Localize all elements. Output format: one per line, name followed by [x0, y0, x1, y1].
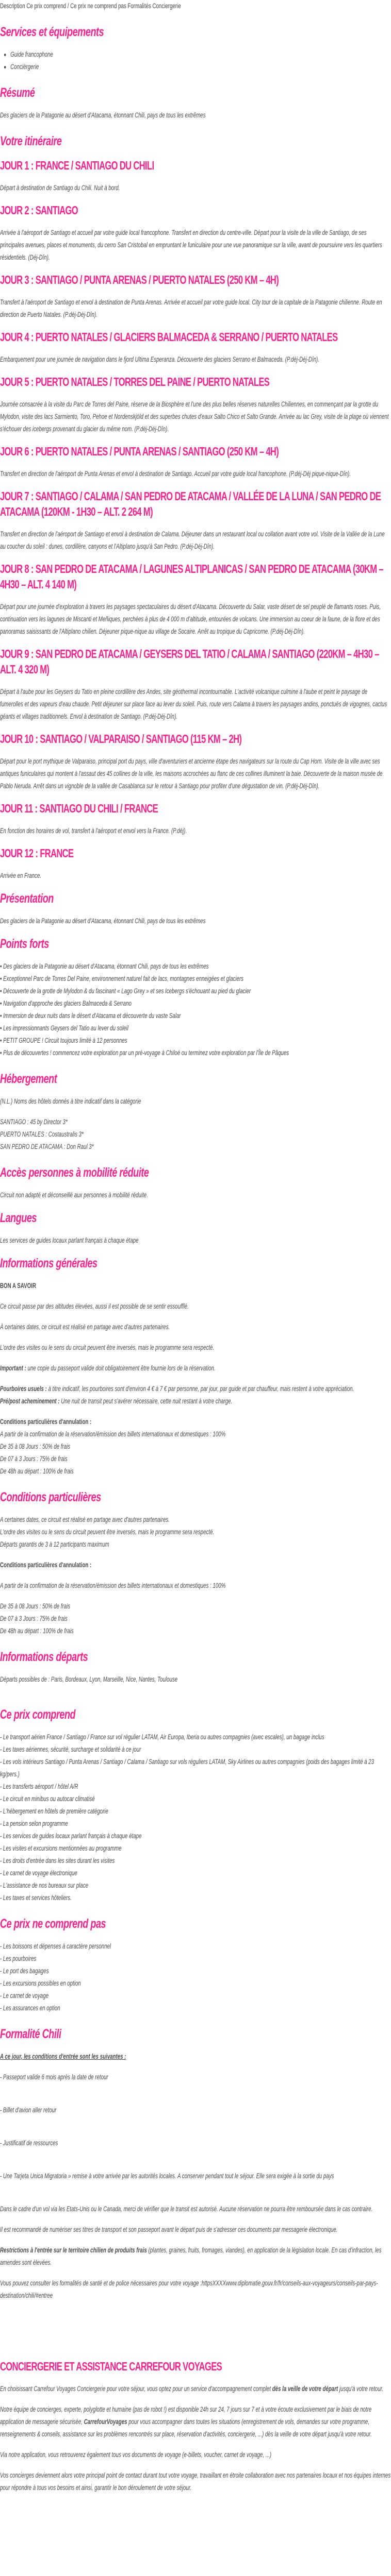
text-line: De 35 à 08 Jours : 50% de frais	[0, 1602, 71, 1610]
text-line: - La pension selon programme	[0, 1820, 68, 1827]
section-heading: Informations générales	[0, 1256, 97, 1270]
text-line: - Le carnet de voyage	[0, 1992, 49, 1999]
paragraph: Il est recommandé de numériser ses titres de transport et son passeport avant le départ puis de s'adresser ces documents par messagerie électronique.	[0, 2226, 338, 2233]
text-line: • Immersion de deux nuits dans le désert d'Atacama et découverte du vaste Salar	[0, 1012, 181, 1020]
day-heading: JOUR 7 : SANTIAGO / CALAMA / SAN PEDRO DE ATACAMA / VALLÉE DE LA LUNA / SAN PEDRO DE ATACAMA (120KM - 1H30 – ALT. 2 264 M)	[0, 489, 381, 518]
text-line: A partir de la confirmation de la réservation/émission des billets internationaux et domestiques : 100%	[0, 1430, 226, 1438]
bold-label: Conditions particulières d'annulation :	[0, 1561, 92, 1569]
paragraph: - Passeport valide 6 mois après la date de retour	[0, 2073, 108, 2081]
text-line: - Les pourboires	[0, 1955, 37, 1962]
section-heading: Langues	[0, 1211, 37, 1225]
paragraph: A partir de la confirmation de la réservation/émission des billets internationaux et domestiques : 100%	[0, 1582, 226, 1589]
text-line: • PETIT GROUPE ! Circuit toujours limité à 12 personnes	[0, 1037, 127, 1044]
text-span: à titre indicatif, les pourboires sont d'environ 4 € à 7 € par personne, par jour, par guide et par chauffeur, mais restent à votre appréciation.	[48, 1385, 354, 1393]
text-line: - Les vols intérieurs Santiago / Punta Arenas / Santiago / Calama / Santiago sur vols réguliers LATAM, Sky Airlines ou autres compagnies (poids des bagages limité à 23 kg/pers.)	[0, 1758, 374, 1778]
paragraph	[0, 2244, 391, 2269]
text-line: PUERTO NATALES : Costaustralis 3*	[0, 1130, 84, 1138]
text-line	[0, 1383, 391, 1395]
text-line: De 48h au départ : 100% de frais	[0, 1627, 74, 1635]
paragraph: Circuit non adapté et déconseillé aux personnes à mobilité réduite.	[0, 1191, 148, 1199]
section-heading: Présentation	[0, 891, 54, 906]
paragraph	[0, 1362, 391, 1375]
text-span: Notre équipe de concierges, experte, polyglotte et humaine (pas de robot !) est disponible 24h sur 24, 7 jours sur 7 et à votre écoute exclusivement par le biais de notre application de messagerie sécurisée,	[0, 2405, 372, 2426]
text-line: - L'hébergement en hôtels de première catégorie	[0, 1807, 108, 1815]
day-heading: JOUR 5 : PUERTO NATALES / TORRES DEL PAINE / PUERTO NATALES	[0, 375, 270, 388]
day-heading: JOUR 10 : SANTIAGO / VALPARAISO / SANTIAGO (115 KM – 2H)	[0, 732, 242, 745]
paragraph: - Une Tarjeta Unica Migratoria » remise à votre arrivée par les autorités locales. A conserver pendant tout le séjour. Elle sera exigée à la sortie du pays	[0, 2172, 334, 2180]
paragraph: Départ pour le port mythique de Valparaiso, principal port du pays, ville d'aventuriers et ancienne étape des navigateurs sur la route du Cap Horn. Visite de la ville avec ses antiques funiculaires qui montent à l'assaut des 45 collines de la ville, les maisons accrochées au flanc de ces collines illuminent la baie. Découverte de la maison musée de Pablo Neruda. Arrêt dans un vignoble de la vallée de Casablanca sur le retour à Santiago pour profiter d'une dégustation de vin. (P.déj-Déj-Dîn).	[0, 757, 383, 790]
text-line: - Le circuit en minibus ou autocar climatisé	[0, 1795, 95, 1803]
paragraph: Vous pouvez consulter les formalités de santé et de police nécessaires pour votre voyage :httpsXXXXwww.diplomatie.gouv.fr/fr/conseils-aux-voyageurs/conseils-par-pays-destination/chili/#entree	[0, 2279, 378, 2299]
text-line: - Les assurances en option	[0, 2004, 60, 2012]
text-line: - Le port des bagages	[0, 1967, 49, 1975]
paragraph: Arrivée en France.	[0, 872, 41, 879]
paragraph: Embarquement pour une journée de navigation dans le fjord Ultima Esperanza. Découverte des glaciers Serrano et Balmaceda. (P.déj-Déj-Dîn).	[0, 355, 319, 363]
paragraph: Dans le cadre d'un vol via les Etats-Unis ou le Canada, merci de vérifier que le transit est autorisé. Aucune réservation ne pourra être remboursée dans le cas contraire.	[0, 2205, 373, 2213]
paragraph	[0, 1395, 391, 1408]
day-heading: JOUR 1 : FRANCE / SANTIAGO DU CHILI	[0, 159, 154, 172]
section-heading: Résumé	[0, 86, 35, 100]
text-line: - Les taxes et services hôteliers.	[0, 1894, 72, 1902]
paragraph: Départs garantis de 3 à 12 participants maximum	[0, 1540, 109, 1548]
section-heading: Accès personnes à mobilité réduite	[0, 1165, 149, 1180]
text-line: - Le carnet de voyage électronique	[0, 1869, 77, 1877]
text-line: De 07 à 3 Jours : 75% de frais	[0, 1615, 68, 1622]
text-span: pour vous accompagner dans toutes les situations (enregistrement de vols, demandes sur votre programme, renseignements & conseils, assistance sur les problèmes rencontrés sur place, réservation d'activités, conciergerie, ...) dès la veille de votre départ jusqu'à votre retour.	[0, 2418, 372, 2438]
paragraph: Les services de guides locaux parlant français à chaque étape	[0, 1236, 139, 1244]
paragraph: Ce circuit passe par des altitudes élevées, aussi il est possible de se sentir essoufflé.	[0, 1302, 189, 1310]
text-line: L'ordre des visites ou le sens du circuit peuvent être inversés, mais le programme sera respecté.	[0, 1528, 215, 1536]
underlined-label: A ce jour, les conditions d'entrée sont les suivantes :	[0, 2053, 126, 2060]
bold-lead: Important :	[0, 1364, 28, 1372]
paragraph: (N.L.) Noms des hôtels donnés à titre indicatif dans la catégorie	[0, 1097, 141, 1105]
text-line: - Les transferts aéroport / hôtel A/R	[0, 1783, 78, 1790]
bold-lead: Pré/post acheminement :	[0, 1397, 61, 1405]
text-line: - L'assistance de nos bureaux sur place	[0, 1882, 88, 1889]
paragraph: Arrivée à l'aéroport de Santiago et accueil par votre guide local francophone. Transfert en direction du centre-ville. Départ pour la visite de la ville de Santiago, de ses principales avenues, places et monuments, du cerro San Cristobal en empruntant le funiculaire pour une vue panoramique sur la ville, avant de poursuivre vers les quartiers résidentiels. (Déj-Dîn).	[0, 229, 382, 261]
text-line: • Navigation d'approche des glaciers Balmaceda & Serrano	[0, 999, 132, 1007]
text-line: - Les droits d'entrée dans les sites durant les visites	[0, 1857, 115, 1865]
day-heading: JOUR 12 : FRANCE	[0, 846, 74, 860]
paragraph: Transfert à l'aéroport de Santiago et envol à destination de Punta Arenas. Arrivée et accueil par votre guide local. City tour de la capitale de la Patagonie chilienne. Route en direction de Puerto Natales. (P.déj-Déj-Dîn).	[0, 298, 382, 318]
text-line: SAN PEDRO DE ATACAMA : Don Raul 3*	[0, 1143, 94, 1150]
text-line: Des glaciers de la Patagonie au désert d'Atacama, étonnant Chili, pays de tous les extrêmes	[0, 111, 206, 119]
tab-links-line: Description Ce prix comprend / Ce prix ne comprend pas Formalités Conciergerie	[0, 2, 181, 10]
text-line: - Le transport aérien France / Santiago / France sur vol régulier LATAM, Air Europa, Iberia ou autres compagnies (avec escales), un bagage inclus	[0, 1733, 324, 1741]
text-span: Une nuit de transit peut s'avérer nécessaire, cette nuit restant à votre charge.	[61, 1397, 233, 1405]
section-heading: Votre itinéraire	[0, 134, 62, 148]
text-line: • Découverte de la grotte de Mylodon & du fascinant « Lago Grey » et ses Icebergs s'échouant au pied du glacier	[0, 987, 251, 995]
bold-lead: Pourboires usuels :	[0, 1385, 48, 1393]
paragraph: L'ordre des visites ou le sens du circuit peuvent être inversés, mais le programme sera respecté.	[0, 1344, 215, 1351]
paragraph: Départ pour une journée d'exploration à travers les paysages spectaculaires du désert d'Atacama. Découverte du Salar, vaste désert de sel peuplé de flamants roses. Puis, continuation vers les lagunes de Miscanti et Meñiques, perchées à plus de 4 000 m d'altitude, entourées de volcans. Une immersion au coeur de la faune, de la flore et des panoramas saisissants de l'Altiplano chilien. Déjeuner pique-nique au village de Socaire. Arrêt au tropique du Capricorne. (P.déj-Déj-Dîn).	[0, 603, 381, 635]
bold-text: Restrictions à l'entrée sur le territoire chilien de produits frais	[0, 2246, 147, 2254]
paragraph: Départ à l'aube pour les Geysers du Tatio en pleine cordillère des Andes, site géothermal incontournable. L'activité volcanique culmine à l'aube et peint le paysage de fumerolles et des vapeurs d'eau chaude. Petit déjeuner sur place face au lever du soleil. Puis, route vers Calama à travers les paysages andins, ponctués de vigognes, cactus géants et villages traditionnels. Envol à destination de Santiago. (P.déj-Déj-Dîn).	[0, 688, 387, 720]
paragraph: Vos concierges deviennent alors votre principal point de contact durant tout votre voyage, travaillant en étroite collaboration avec nos partenaires locaux et nos équipes internes pour répondre à tous vos besoins et ainsi, garantir le bon déroulement de votre séjour.	[0, 2471, 391, 2492]
day-heading: JOUR 2 : SANTIAGO	[0, 204, 78, 217]
paragraph: Transfert en direction de l'aéroport de Punta Arenas et envol à destination de Santiago. Accueil par votre guide local francophone. (P.déj-Déj pique-nique-Dîn).	[0, 470, 351, 478]
text-line: A certaines dates, ce circuit est réalisé en partage avec d'autres partenaires.	[0, 1516, 170, 1523]
text-span: jusqu'à votre retour.	[338, 2385, 384, 2393]
day-heading: JOUR 11 : SANTIAGO DU CHILI / FRANCE	[0, 802, 158, 815]
day-heading: JOUR 6 : PUERTO NATALES / PUNTA ARENAS / SANTIAGO (250 KM – 4H)	[0, 445, 279, 458]
paragraph: Transfert en direction de l'aéroport de Santiago et envol à destination de Calama. Déjeuner dans un restaurant local ou collation avant votre vol. Visite de la Vallée de la Lune au coucher du soleil : dunes, cordillère, canyons et l'Altiplano jusqu'à San Pedro. (P.déj-Déj-Dîn).	[0, 530, 385, 550]
text-line: • Exceptionnel Parc de Torres Del Paine, environnement naturel fait de lacs, montagnes enneigées et glaciers	[0, 975, 244, 982]
text-line: - Les visites et excursions mentionnées au programme	[0, 1844, 122, 1852]
list-item: Guide francophone	[10, 48, 391, 61]
paragraph: À certaines dates, ce circuit est réalisé en partage avec d'autres partenaires.	[0, 1323, 170, 1331]
bold-text: CarrefourVoyages	[84, 2418, 127, 2426]
section-heading: Conditions particulières	[0, 1490, 101, 1504]
paragraph: En fonction des horaires de vol, transfert à l'aéroport et envol vers la France. (P.déj).	[0, 827, 187, 835]
list-item: Concièrgerie	[10, 61, 391, 73]
text-line: De 48h au départ : 100% de frais	[0, 1467, 74, 1475]
text-line: De 35 à 08 Jours : 50% de frais	[0, 1443, 71, 1450]
text-span: En choisissant Carrefour Voyages Conciergerie pour votre séjour, vous optez pour un service d'accompagnement complet	[0, 2385, 272, 2393]
paragraph: Départ à destination de Santiago du Chili. Nuit à bord.	[0, 184, 120, 192]
text-line: SANTIAGO : 45 by Director 3*	[0, 1118, 68, 1126]
text-span: une copie du passeport valide doit obligatoirement être fournie lors de la réservation.	[27, 1364, 216, 1372]
text-line: - Les boissons et dépenses à caractère personnel	[0, 1942, 111, 1950]
text-line: - Les taxes aériennes, sécurité, surcharge et solidarité à ce jour	[0, 1745, 141, 1753]
day-heading: CONCIERGERIE ET ASSISTANCE CARREFOUR VOYAGES	[0, 2360, 222, 2373]
section-heading: Informations départs	[0, 1650, 88, 1664]
paragraph	[0, 2403, 391, 2441]
paragraph: Via notre application, vous retrouverez également tous vos documents de voyage (e-billets, voucher, carnet de voyage, ...)	[0, 2451, 272, 2459]
section-heading: Hébergement	[0, 1072, 57, 1086]
bold-text: dès la veille de votre départ	[272, 2385, 338, 2393]
paragraph: Départs possibles de : Paris, Bordeaux, Lyon, Marseille, Nice, Nantes, Toulouse	[0, 1675, 178, 1683]
section-heading: Services et équipements	[0, 25, 104, 39]
bold-label: BON A SAVOIR	[0, 1282, 36, 1290]
text-line: • Les impressionnants Geysers del Tatio au lever du soleil	[0, 1024, 128, 1032]
section-heading: Formalité Chili	[0, 2027, 61, 2041]
bold-label: Conditions particulières d'annulation :	[0, 1418, 92, 1426]
section-heading: Points forts	[0, 937, 49, 951]
day-heading: JOUR 9 : SAN PEDRO DE ATACAMA / GEYSERS DEL TATIO / CALAMA / SANTIAGO (220KM – 4H30 –ALT. 4 320 M)	[0, 647, 379, 676]
section-heading: Ce prix ne comprend pas	[0, 1917, 106, 1931]
paragraph	[0, 2383, 391, 2395]
paragraph: - Justificatif de ressources	[0, 2139, 58, 2147]
text-line: De 07 à 3 Jours : 75% de frais	[0, 1455, 68, 1463]
text-line: • Des glaciers de la Patagonie au désert d'Atacama, étonnant Chili, pays de tous les extrêmes	[0, 962, 209, 970]
day-heading: JOUR 3 : SANTIAGO / PUNTA ARENAS / PUERTO NATALES (250 KM – 4H)	[0, 273, 279, 286]
text-line: - Les services de guides locaux parlant français à chaque étape	[0, 1832, 142, 1840]
paragraph: - Billet d'avion aller retour	[0, 2106, 57, 2114]
section-heading: Ce prix comprend	[0, 1707, 76, 1722]
text-line: - Les excursions possibles en option	[0, 1979, 81, 1987]
paragraph: Journée consacrée à la visite du Parc de Torres del Paine, réserve de la Biosphère et l'une des plus belles réserves naturelles Chiliennes, en commençant par la grotte du Mylodon, visite des lacs Sarmiento, Toro, Pehoe et Nordenskjöld et des superbes chutes d'eaux Salto Chico et Salto Grande. Arrivée au lac Grey, visite de la plage où viennent s'échouer des icebergs provenant du glacier du même nom. (P.déj-Déj-Dîn).	[0, 400, 389, 433]
paragraph: Des glaciers de la Patagonie au désert d'Atacama, étonnant Chili, pays de tous les extrêmes	[0, 917, 206, 925]
day-heading: JOUR 8 : SAN PEDRO DE ATACAMA / LAGUNES ALTIPLANICAS / SAN PEDRO DE ATACAMA (30KM – 4H30 – ALT. 4 140 M)	[0, 562, 383, 591]
text-span: (plantes, graines, fruits, fromages, viandes), en application de la législation locale. En cas d'infraction, les amendes sont élevées.	[0, 2246, 382, 2266]
day-heading: JOUR 4 : PUERTO NATALES / GLACIERS BALMACEDA & SERRANO / PUERTO NATALES	[0, 330, 338, 344]
text-line: • Plus de découvertes ! commencez votre exploration par un pré-voyage à Chiloé ou terminez votre exploration par l'Île de Pâques	[0, 1049, 289, 1057]
